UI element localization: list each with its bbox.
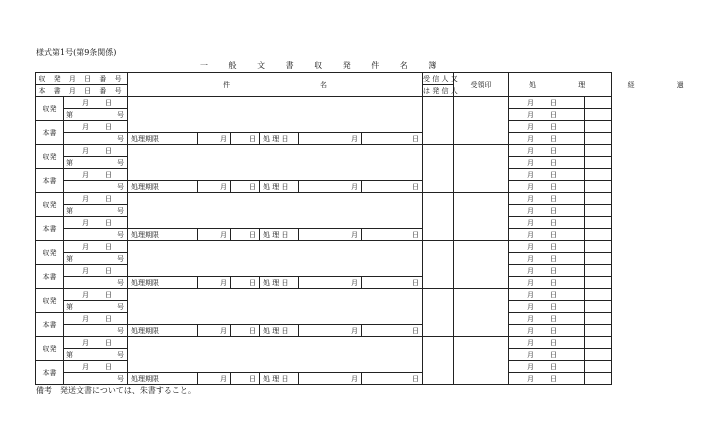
history-date bbox=[509, 193, 585, 205]
deadline-day: 日 bbox=[231, 133, 260, 145]
day-label: 日 bbox=[105, 218, 112, 227]
original-doc-label: 本書 bbox=[36, 169, 64, 193]
remarks-note: 備考 発送文書については、朱書すること。 bbox=[36, 386, 196, 395]
day-label: 日 bbox=[550, 338, 558, 347]
form-number-label: 様式第1号(第9条関係) bbox=[36, 48, 117, 57]
history-detail bbox=[585, 217, 612, 229]
day-label: 日 bbox=[550, 218, 558, 227]
month-label: 月 bbox=[527, 230, 535, 239]
original-doc-number: 号 bbox=[64, 229, 128, 241]
deadline-month: 月 bbox=[198, 181, 231, 193]
header-subject-b: 名 bbox=[320, 80, 328, 89]
history-date bbox=[509, 217, 585, 229]
day-label: 日 bbox=[550, 362, 558, 371]
month-label: 月 bbox=[527, 170, 535, 179]
deadline-month: 月 bbox=[198, 373, 231, 385]
dai-label: 第 bbox=[66, 302, 73, 311]
deadline-label: 処理期限 bbox=[128, 229, 198, 241]
ledger-row bbox=[36, 145, 612, 157]
original-doc-label: 本書 bbox=[36, 361, 64, 385]
gou-label: 号 bbox=[117, 110, 125, 119]
ledger-row bbox=[36, 277, 612, 289]
history-date bbox=[509, 301, 585, 313]
send-receive-label: 収発 bbox=[36, 97, 64, 121]
processed-label: 処 理 日 bbox=[260, 373, 299, 385]
history-detail bbox=[585, 301, 612, 313]
original-doc-date bbox=[64, 265, 128, 277]
deadline-day: 日 bbox=[231, 229, 260, 241]
header-party-1: 受 信 人 又 bbox=[423, 74, 458, 83]
history-detail bbox=[585, 373, 612, 385]
history-detail bbox=[585, 313, 612, 325]
history-detail bbox=[585, 241, 612, 253]
original-doc-label: 本書 bbox=[36, 121, 64, 145]
original-doc-number: 号 bbox=[64, 181, 128, 193]
month-label: 月 bbox=[82, 242, 89, 251]
send-receive-number bbox=[64, 109, 128, 121]
gou-label: 号 bbox=[117, 158, 125, 167]
day-label: 日 bbox=[550, 98, 558, 107]
day-label: 日 bbox=[550, 194, 558, 203]
day-label: 日 bbox=[550, 122, 558, 131]
month-label: 月 bbox=[527, 158, 535, 167]
history-detail bbox=[585, 205, 612, 217]
day-label: 日 bbox=[105, 170, 112, 179]
history-date bbox=[509, 109, 585, 121]
history-detail bbox=[585, 97, 612, 109]
party-cell bbox=[423, 145, 454, 193]
history-date bbox=[509, 169, 585, 181]
processed-label: 処 理 日 bbox=[260, 181, 299, 193]
processed-day: 日 bbox=[362, 325, 423, 337]
subject-cell bbox=[128, 193, 423, 229]
month-label: 月 bbox=[527, 290, 535, 299]
history-date bbox=[509, 349, 585, 361]
month-label: 月 bbox=[82, 218, 89, 227]
gou-label: 号 bbox=[117, 206, 125, 215]
processed-label: 処 理 日 bbox=[260, 277, 299, 289]
day-label: 日 bbox=[105, 242, 112, 251]
deadline-label: 処理期限 bbox=[128, 181, 198, 193]
ledger-row bbox=[36, 193, 612, 205]
history-detail bbox=[585, 157, 612, 169]
receipt-seal-cell bbox=[454, 337, 509, 385]
dai-label: 第 bbox=[66, 254, 73, 263]
month-label: 月 bbox=[527, 134, 535, 143]
day-label: 日 bbox=[550, 266, 558, 275]
processed-label: 処 理 日 bbox=[260, 229, 299, 241]
header-history: 処 理 経 過 bbox=[509, 73, 612, 97]
processed-day: 日 bbox=[362, 133, 423, 145]
ledger-title: 一 般 文 書 収 発 件 名 簿 bbox=[200, 61, 446, 70]
processed-month: 月 bbox=[299, 133, 362, 145]
ledger-row bbox=[36, 289, 612, 301]
subject-cell bbox=[128, 97, 423, 133]
original-doc-date bbox=[64, 313, 128, 325]
receipt-seal-cell bbox=[454, 193, 509, 241]
history-date bbox=[509, 313, 585, 325]
header-date-number-1: 収 発 月 日 番 号 bbox=[36, 73, 128, 85]
history-detail bbox=[585, 121, 612, 133]
day-label: 日 bbox=[105, 290, 112, 299]
history-date bbox=[509, 325, 585, 337]
original-doc-number: 号 bbox=[64, 133, 128, 145]
ledger-row bbox=[36, 181, 612, 193]
dai-label: 第 bbox=[66, 206, 73, 215]
deadline-label: 処理期限 bbox=[128, 277, 198, 289]
ledger-body bbox=[36, 97, 612, 385]
month-label: 月 bbox=[82, 122, 89, 131]
month-label: 月 bbox=[527, 326, 535, 335]
ledger-table bbox=[35, 72, 704, 385]
day-label: 日 bbox=[105, 314, 112, 323]
history-date bbox=[509, 145, 585, 157]
day-label: 日 bbox=[105, 146, 112, 155]
header-subject-a: 件 bbox=[223, 80, 231, 89]
deadline-day: 日 bbox=[231, 325, 260, 337]
month-label: 月 bbox=[82, 290, 89, 299]
processed-day: 日 bbox=[362, 229, 423, 241]
original-doc-label: 本書 bbox=[36, 217, 64, 241]
deadline-month: 月 bbox=[198, 229, 231, 241]
day-label: 日 bbox=[105, 266, 112, 275]
day-label: 日 bbox=[550, 110, 558, 119]
deadline-day: 日 bbox=[231, 373, 260, 385]
processed-day: 日 bbox=[362, 181, 423, 193]
day-label: 日 bbox=[550, 374, 558, 383]
subject-cell bbox=[128, 145, 423, 181]
send-receive-label: 収発 bbox=[36, 145, 64, 169]
send-receive-label: 収発 bbox=[36, 289, 64, 313]
ledger-row bbox=[36, 337, 612, 349]
day-label: 日 bbox=[550, 254, 558, 263]
month-label: 月 bbox=[527, 266, 535, 275]
month-label: 月 bbox=[527, 146, 535, 155]
original-doc-number: 号 bbox=[64, 325, 128, 337]
day-label: 日 bbox=[105, 362, 112, 371]
gou-label: 号 bbox=[117, 254, 125, 263]
deadline-label: 処理期限 bbox=[128, 325, 198, 337]
send-receive-label: 収発 bbox=[36, 193, 64, 217]
history-date bbox=[509, 241, 585, 253]
history-date bbox=[509, 229, 585, 241]
ledger-row bbox=[36, 373, 612, 385]
history-date bbox=[509, 361, 585, 373]
history-detail bbox=[585, 349, 612, 361]
month-label: 月 bbox=[82, 338, 89, 347]
processed-label: 処 理 日 bbox=[260, 325, 299, 337]
ledger-row bbox=[36, 229, 612, 241]
history-detail bbox=[585, 193, 612, 205]
history-detail bbox=[585, 145, 612, 157]
processed-label: 処 理 日 bbox=[260, 133, 299, 145]
month-label: 月 bbox=[527, 194, 535, 203]
party-cell bbox=[423, 289, 454, 337]
month-label: 月 bbox=[82, 170, 89, 179]
month-label: 月 bbox=[527, 98, 535, 107]
day-label: 日 bbox=[550, 290, 558, 299]
gou-label: 号 bbox=[117, 302, 125, 311]
dai-label: 第 bbox=[66, 158, 73, 167]
gou-label: 号 bbox=[117, 350, 125, 359]
original-doc-number: 号 bbox=[64, 277, 128, 289]
month-label: 月 bbox=[527, 314, 535, 323]
dai-label: 第 bbox=[66, 350, 73, 359]
header-row-1 bbox=[36, 73, 612, 85]
send-receive-label: 収発 bbox=[36, 337, 64, 361]
subject-cell bbox=[128, 337, 423, 373]
history-detail bbox=[585, 109, 612, 121]
history-date bbox=[509, 373, 585, 385]
day-label: 日 bbox=[550, 242, 558, 251]
original-doc-date bbox=[64, 121, 128, 133]
header-subject bbox=[128, 73, 423, 97]
deadline-label: 処理期限 bbox=[128, 133, 198, 145]
day-label: 日 bbox=[550, 278, 558, 287]
day-label: 日 bbox=[550, 326, 558, 335]
ledger-row bbox=[36, 133, 612, 145]
send-receive-number bbox=[64, 301, 128, 313]
day-label: 日 bbox=[550, 302, 558, 311]
history-detail bbox=[585, 181, 612, 193]
history-date bbox=[509, 121, 585, 133]
send-receive-date bbox=[64, 97, 128, 109]
original-doc-label: 本書 bbox=[36, 313, 64, 337]
month-label: 月 bbox=[527, 278, 535, 287]
history-date bbox=[509, 277, 585, 289]
send-receive-number bbox=[64, 205, 128, 217]
ledger-row bbox=[36, 325, 612, 337]
processed-day: 日 bbox=[362, 373, 423, 385]
receipt-seal-cell bbox=[454, 97, 509, 145]
day-label: 日 bbox=[105, 194, 112, 203]
receipt-seal-cell bbox=[454, 241, 509, 289]
send-receive-date bbox=[64, 241, 128, 253]
day-label: 日 bbox=[550, 170, 558, 179]
day-label: 日 bbox=[550, 206, 558, 215]
day-label: 日 bbox=[105, 122, 112, 131]
history-detail bbox=[585, 229, 612, 241]
day-label: 日 bbox=[550, 230, 558, 239]
original-doc-date bbox=[64, 217, 128, 229]
ledger-row bbox=[36, 241, 612, 253]
subject-cell bbox=[128, 241, 423, 277]
history-detail bbox=[585, 325, 612, 337]
history-detail bbox=[585, 361, 612, 373]
day-label: 日 bbox=[550, 158, 558, 167]
header-party-2: は 発 信 人 bbox=[423, 86, 458, 95]
day-label: 日 bbox=[550, 134, 558, 143]
send-receive-date bbox=[64, 289, 128, 301]
month-label: 月 bbox=[82, 98, 89, 107]
history-date bbox=[509, 337, 585, 349]
processed-day: 日 bbox=[362, 277, 423, 289]
send-receive-date bbox=[64, 193, 128, 205]
deadline-month: 月 bbox=[198, 277, 231, 289]
month-label: 月 bbox=[527, 182, 535, 191]
day-label: 日 bbox=[550, 314, 558, 323]
history-date bbox=[509, 97, 585, 109]
month-label: 月 bbox=[527, 302, 535, 311]
deadline-day: 日 bbox=[231, 181, 260, 193]
month-label: 月 bbox=[527, 350, 535, 359]
deadline-day: 日 bbox=[231, 277, 260, 289]
send-receive-label: 収発 bbox=[36, 241, 64, 265]
send-receive-date bbox=[64, 145, 128, 157]
month-label: 月 bbox=[527, 254, 535, 263]
month-label: 月 bbox=[527, 374, 535, 383]
history-detail bbox=[585, 337, 612, 349]
processed-month: 月 bbox=[299, 181, 362, 193]
history-date bbox=[509, 253, 585, 265]
send-receive-number bbox=[64, 157, 128, 169]
month-label: 月 bbox=[527, 242, 535, 251]
month-label: 月 bbox=[527, 218, 535, 227]
month-label: 月 bbox=[527, 362, 535, 371]
month-label: 月 bbox=[82, 194, 89, 203]
history-detail bbox=[585, 265, 612, 277]
send-receive-date bbox=[64, 337, 128, 349]
day-label: 日 bbox=[550, 350, 558, 359]
original-doc-date bbox=[64, 361, 128, 373]
month-label: 月 bbox=[527, 122, 535, 131]
month-label: 月 bbox=[82, 314, 89, 323]
send-receive-number bbox=[64, 349, 128, 361]
original-doc-label: 本書 bbox=[36, 265, 64, 289]
history-date bbox=[509, 265, 585, 277]
day-label: 日 bbox=[105, 98, 112, 107]
history-detail bbox=[585, 133, 612, 145]
history-date bbox=[509, 181, 585, 193]
history-detail bbox=[585, 289, 612, 301]
receipt-seal-cell bbox=[454, 145, 509, 193]
header-receipt-seal: 受領印 bbox=[454, 73, 509, 97]
header-date-number-2: 本 書 月 日 番 号 bbox=[36, 85, 128, 97]
month-label: 月 bbox=[527, 338, 535, 347]
month-label: 月 bbox=[527, 206, 535, 215]
month-label: 月 bbox=[527, 110, 535, 119]
history-detail bbox=[585, 253, 612, 265]
day-label: 日 bbox=[550, 182, 558, 191]
history-detail bbox=[585, 277, 612, 289]
party-cell bbox=[423, 241, 454, 289]
ledger-row bbox=[36, 97, 612, 109]
processed-month: 月 bbox=[299, 277, 362, 289]
month-label: 月 bbox=[82, 146, 89, 155]
send-receive-number bbox=[64, 253, 128, 265]
deadline-label: 処理期限 bbox=[128, 373, 198, 385]
history-date bbox=[509, 205, 585, 217]
dai-label: 第 bbox=[66, 110, 73, 119]
party-cell bbox=[423, 337, 454, 385]
day-label: 日 bbox=[550, 146, 558, 155]
deadline-month: 月 bbox=[198, 325, 231, 337]
deadline-month: 月 bbox=[198, 133, 231, 145]
party-cell bbox=[423, 193, 454, 241]
processed-month: 月 bbox=[299, 229, 362, 241]
party-cell bbox=[423, 97, 454, 145]
original-doc-number: 号 bbox=[64, 373, 128, 385]
processed-month: 月 bbox=[299, 325, 362, 337]
original-doc-date bbox=[64, 169, 128, 181]
history-date bbox=[509, 133, 585, 145]
subject-cell bbox=[128, 289, 423, 325]
month-label: 月 bbox=[82, 266, 89, 275]
month-label: 月 bbox=[82, 362, 89, 371]
receipt-seal-cell bbox=[454, 289, 509, 337]
processed-month: 月 bbox=[299, 373, 362, 385]
history-detail bbox=[585, 169, 612, 181]
day-label: 日 bbox=[105, 338, 112, 347]
history-date bbox=[509, 157, 585, 169]
history-date bbox=[509, 289, 585, 301]
